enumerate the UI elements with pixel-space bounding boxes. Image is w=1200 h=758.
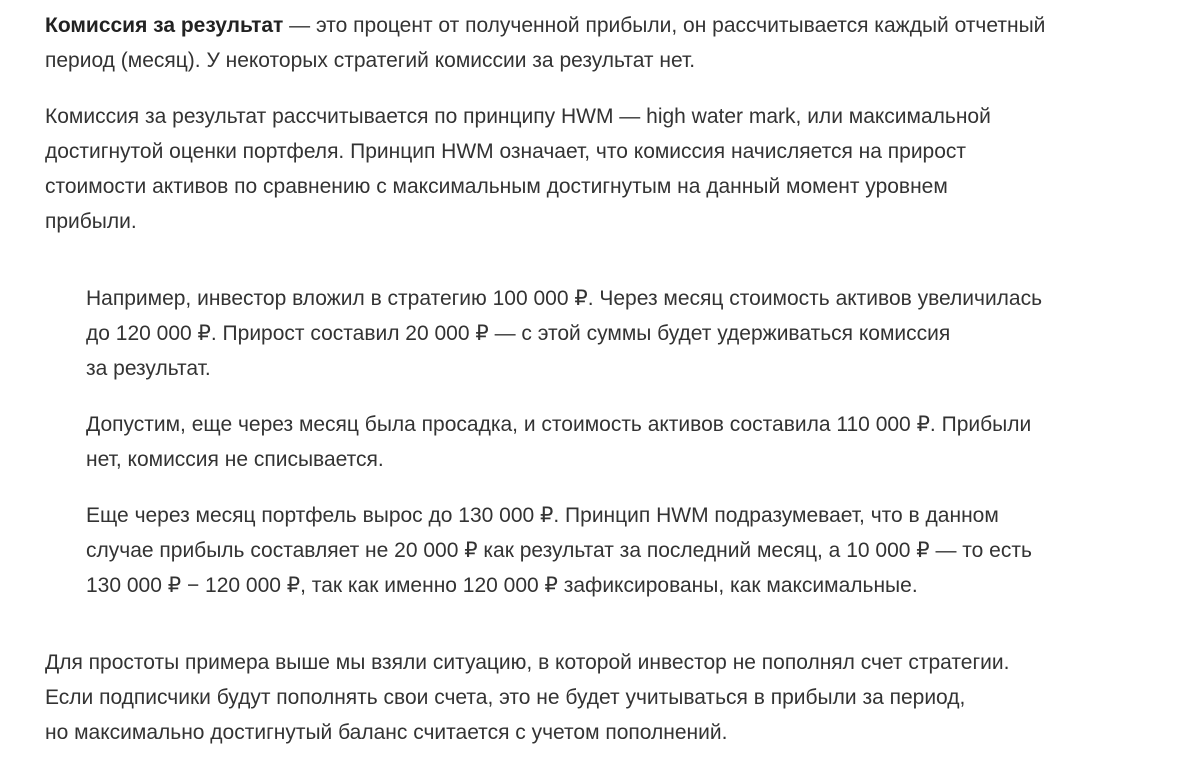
- example-paragraph-first-month: [86, 281, 1042, 386]
- paragraph-line: достигнутой оценки портфеля. Принцип HWM означает, что комиссия начисляется на прирост: [45, 140, 967, 163]
- paragraph-line: Еще через месяц портфель вырос до 130 000 ₽. Принцип HWM подразумевает, что в данном: [86, 504, 999, 527]
- paragraph-line: случае прибыль составляет не 20 000 ₽ как результат за последний месяц, а 10 000 ₽ — то есть: [86, 539, 1032, 562]
- paragraph-line: стоимости активов по сравнению с максимальным достигнутым на данный момент уровнем: [45, 175, 948, 198]
- paragraph-line: Допустим, еще через месяц была просадка, и стоимость активов составила 110 000 ₽. Прибыли: [86, 413, 1032, 436]
- paragraph-line: Для простоты примера выше мы взяли ситуацию, в которой инвестор не пополнял счет стратегии.: [45, 651, 1010, 674]
- paragraph-line: Комиссия за результат рассчитывается по принципу HWM — high water mark, или максимальной: [45, 105, 991, 128]
- example-paragraph-new-high: [86, 498, 1032, 603]
- paragraph-deposits-note: [45, 645, 1009, 750]
- paragraph-line: 130 000 ₽ − 120 000 ₽, так как именно 120 000 ₽ зафиксированы, как максимальные.: [86, 574, 918, 597]
- definition-text: — это процент от полученной прибыли, он рассчитывается каждый отчетный: [283, 14, 1046, 37]
- paragraph-performance-fee-definition: [45, 8, 1045, 78]
- paragraph-line: Например, инвестор вложил в стратегию 100 000 ₽. Через месяц стоимость активов увеличилась: [86, 287, 1043, 310]
- paragraph-line: прибыли.: [45, 210, 137, 233]
- example-paragraph-drawdown: [86, 407, 1031, 477]
- paragraph-line: нет, комиссия не списывается.: [86, 448, 384, 471]
- paragraph-hwm-principle: [45, 99, 991, 239]
- paragraph-line: но максимально достигнутый баланс считается с учетом пополнений.: [45, 721, 728, 744]
- paragraph-line: период (месяц). У некоторых стратегий комиссии за результат нет.: [45, 49, 696, 72]
- term-performance-fee: Комиссия за результат: [45, 14, 284, 37]
- paragraph-line: до 120 000 ₽. Прирост составил 20 000 ₽ — с этой суммы будет удерживаться комиссия: [86, 322, 951, 345]
- paragraph-line: Если подписчики будут пополнять свои счета, это не будет учитываться в прибыли за период,: [45, 686, 966, 709]
- paragraph-line: за результат.: [86, 357, 211, 380]
- paragraph-line: [45, 8, 1045, 43]
